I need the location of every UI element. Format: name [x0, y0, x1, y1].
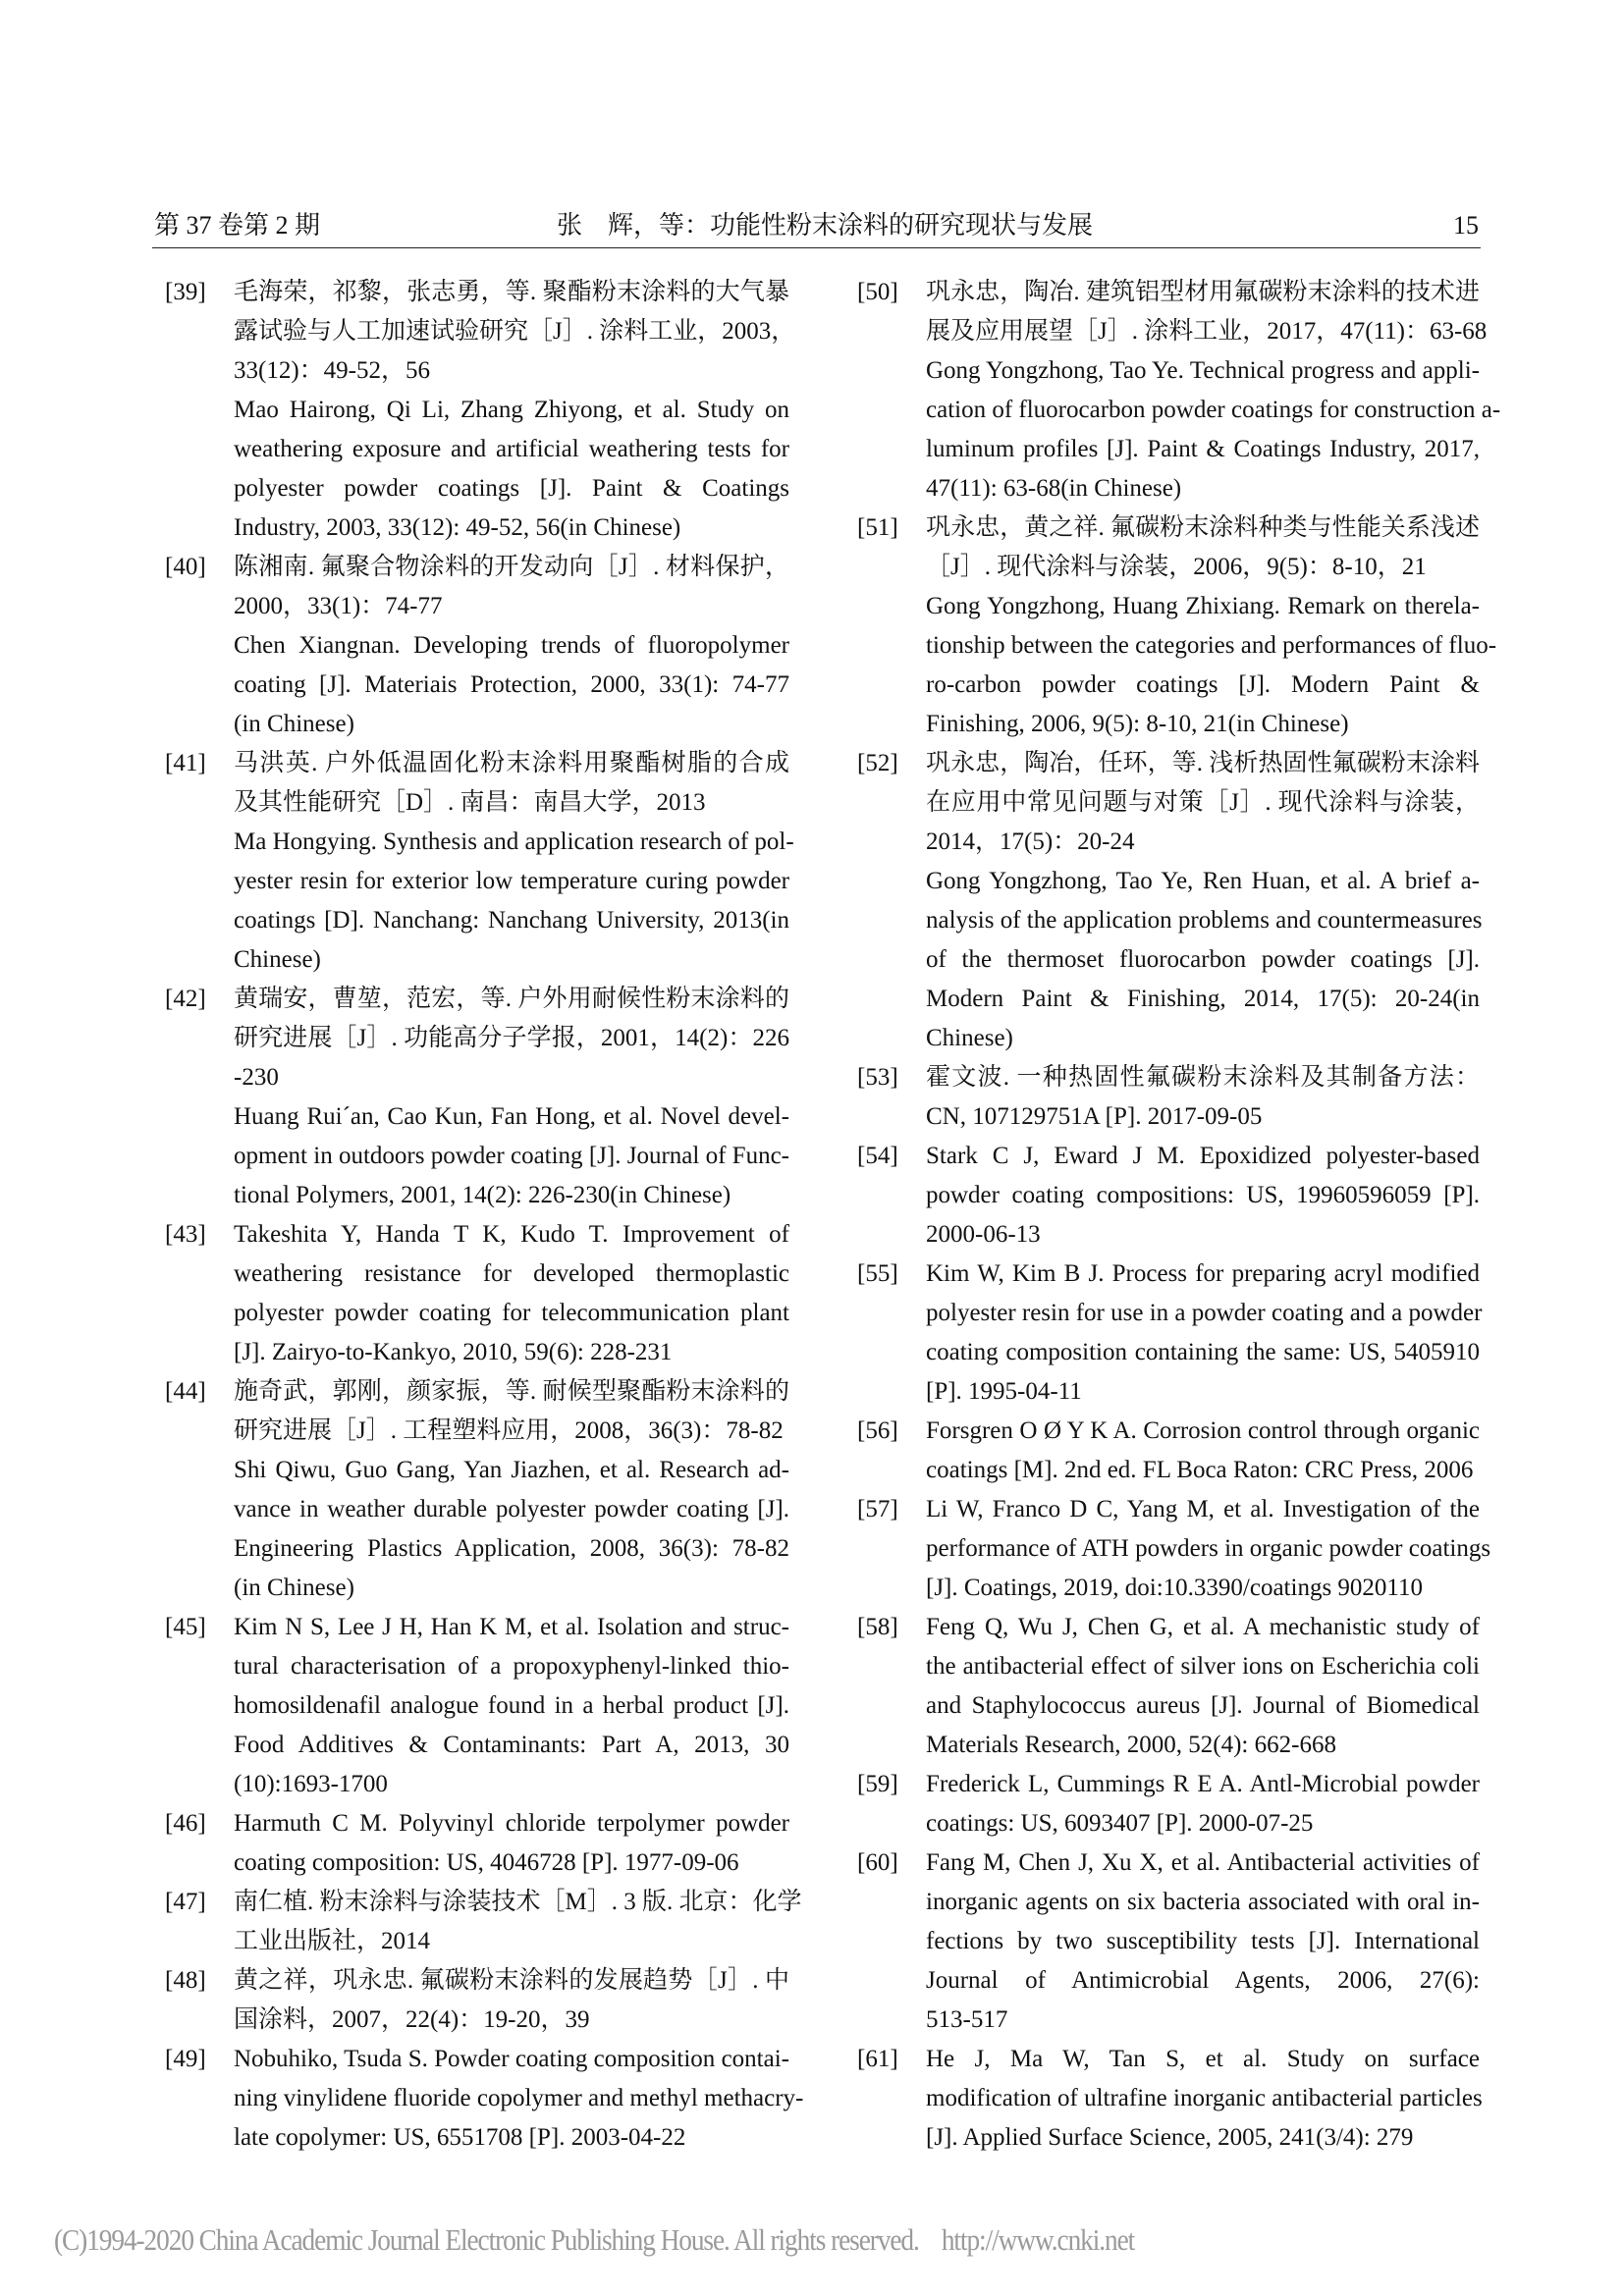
- reference-number: [47]: [165, 1889, 206, 1915]
- reference-text-line: coatings: US, 6093407 [P]. 2000-07-25: [926, 1810, 1314, 1837]
- reference-text-line: vance in weather durable polyester powder coating [J].: [234, 1496, 789, 1522]
- reference-entry: [165, 1372, 789, 1608]
- reference-entry: [857, 1412, 1480, 1490]
- reference-text-line: (in Chinese): [234, 1575, 354, 1601]
- reference-text-line: 马洪英. 户外低温固化粉末涂料用聚酯树脂的合成: [234, 750, 789, 776]
- reference-text-line: tural characterisation of a propoxyphenyl-linked thio-: [234, 1653, 789, 1680]
- reference-text-line: and Staphylococcus aureus [J]. Journal of Biomedical: [926, 1692, 1480, 1719]
- reference-entry: [165, 980, 789, 1215]
- reference-entry: [857, 508, 1497, 744]
- reference-text-line: ro-carbon powder coatings [J]. Modern Paint &: [926, 671, 1480, 698]
- reference-text-line: yester resin for exterior low temperature curing powder: [234, 868, 789, 894]
- reference-text-line: coating composition: US, 4046728 [P]. 1977-09-06: [234, 1849, 739, 1876]
- reference-entry: [165, 1608, 789, 1804]
- reference-number: [57]: [857, 1496, 898, 1522]
- reference-text-line: cation of fluorocarbon powder coatings for construction a-: [926, 397, 1501, 423]
- reference-number: [49]: [165, 2046, 206, 2072]
- reference-text-line: the antibacterial effect of silver ions on Escherichia coli: [926, 1653, 1480, 1680]
- reference-entry: [165, 2040, 804, 2158]
- reference-text-line: 陈湘南. 氟聚合物涂料的开发动向［J］. 材料保护，: [234, 554, 789, 580]
- journal-issue: 第 37 卷第 2 期: [154, 211, 321, 240]
- reference-text-line: coating [J]. Materiais Protection, 2000, 33(1): 74-77: [234, 671, 789, 698]
- reference-number: [51]: [857, 514, 898, 541]
- reference-entry: [857, 1765, 1480, 1843]
- reference-text-line: [J]. Applied Surface Science, 2005, 241(3/4): 279: [926, 2124, 1414, 2151]
- reference-text-line: coating composition containing the same: US, 5405910: [926, 1339, 1480, 1365]
- reference-text-line: Food Additives & Contaminants: Part A, 2013, 30: [234, 1732, 789, 1758]
- reference-entry: [857, 1843, 1480, 2040]
- reference-text-line: 研究进展［J］. 工程塑料应用，2008，36(3)：78-82: [234, 1417, 784, 1444]
- reference-text-line: Gong Yongzhong, Huang Zhixiang. Remark on therela-: [926, 593, 1480, 619]
- reference-text-line: 及其性能研究［D］. 南昌：南昌大学，2013: [234, 789, 706, 816]
- reference-text-line: Kim N S, Lee J H, Han K M, et al. Isolation and struc-: [234, 1614, 789, 1640]
- reference-entry: [165, 1215, 789, 1372]
- reference-text-line: powder coating compositions: US, 19960596059 [P].: [926, 1182, 1480, 1208]
- reference-text-line: 2000-06-13: [926, 1221, 1041, 1248]
- reference-entry: [857, 1490, 1491, 1608]
- reference-text-line: Stark C J, Eward J M. Epoxidized polyester-based: [926, 1143, 1480, 1169]
- reference-entry: [165, 273, 796, 548]
- reference-text-line: Journal of Antimicrobial Agents, 2006, 27(6):: [926, 1967, 1480, 1994]
- reference-text-line: weathering exposure and artificial weathering tests for: [234, 436, 789, 462]
- reference-text-line: He J, Ma W, Tan S, et al. Study on surface: [926, 2046, 1480, 2072]
- reference-text-line: 在应用中常见问题与对策［J］. 现代涂料与涂装，: [926, 789, 1480, 816]
- reference-text-line: (in Chinese): [234, 711, 354, 737]
- reference-text-line: Frederick L, Cummings R E A. Antl-Microbial powder: [926, 1771, 1480, 1797]
- reference-number: [53]: [857, 1064, 898, 1091]
- reference-text-line: nalysis of the application problems and countermeasures: [926, 907, 1483, 934]
- reference-number: [43]: [165, 1221, 206, 1248]
- reference-text-line: Engineering Plastics Application, 2008, 36(3): 78-82: [234, 1535, 789, 1562]
- reference-text-line: Li W, Franco D C, Yang M, et al. Investigation of the: [926, 1496, 1480, 1522]
- header-divider: [152, 247, 1481, 248]
- reference-text-line: fections by two susceptibility tests [J]. International: [926, 1928, 1480, 1954]
- reference-text-line: 巩永忠，陶冶，任环，等. 浅析热固性氟碳粉末涂料: [926, 750, 1480, 776]
- reference-text-line: performance of ATH powders in organic powder coatings: [926, 1535, 1491, 1562]
- reference-text-line: Chinese): [234, 946, 321, 973]
- reference-entry: [165, 1804, 789, 1883]
- reference-entry: [857, 1255, 1483, 1412]
- reference-number: [56]: [857, 1417, 898, 1444]
- reference-entry: [857, 1608, 1480, 1765]
- reference-text-line: modification of ultrafine inorganic antibacterial particles: [926, 2085, 1483, 2111]
- reference-text-line: tionship between the categories and performances of fluo-: [926, 632, 1497, 659]
- reference-entry: [165, 1883, 802, 1961]
- reference-text-line: 霍文波. 一种热固性氟碳粉末涂料及其制备方法：: [926, 1064, 1480, 1091]
- running-title: 张 辉，等：功能性粉末涂料的研究现状与发展: [556, 211, 1093, 240]
- reference-text-line: 研究进展［J］. 功能高分子学报，2001，14(2)：226: [234, 1025, 789, 1051]
- reference-text-line: Forsgren O Ø Y K A. Corrosion control through organic: [926, 1417, 1480, 1444]
- reference-text-line: coatings [D]. Nanchang: Nanchang University, 2013(in: [234, 907, 789, 934]
- reference-text-line: 黄瑞安，曹堃，范宏，等. 户外用耐候性粉末涂料的: [234, 986, 789, 1012]
- reference-text-line: inorganic agents on six bacteria associated with oral in-: [926, 1889, 1480, 1915]
- reference-number: [52]: [857, 750, 898, 776]
- reference-text-line: polyester powder coating for telecommunication plant: [234, 1300, 789, 1326]
- reference-text-line: opment in outdoors powder coating [J]. Journal of Func-: [234, 1143, 789, 1169]
- reference-text-line: -230: [234, 1064, 279, 1091]
- reference-text-line: [P]. 1995-04-11: [926, 1378, 1082, 1405]
- reference-number: [59]: [857, 1771, 898, 1797]
- reference-number: [55]: [857, 1260, 898, 1287]
- reference-text-line: Chinese): [926, 1025, 1013, 1051]
- reference-text-line: luminum profiles [J]. Paint & Coatings Industry, 2017,: [926, 436, 1480, 462]
- reference-text-line: 工业出版社，2014: [234, 1928, 431, 1954]
- reference-number: [61]: [857, 2046, 898, 2072]
- reference-entry: [857, 744, 1483, 1058]
- reference-text-line: ［J］. 现代涂料与涂装，2006，9(5)：8-10，21: [926, 554, 1427, 580]
- reference-text-line: 毛海荣，祁黎，张志勇，等. 聚酯粉末涂料的大气暴: [234, 279, 789, 305]
- reference-text-line: Takeshita Y, Handa T K, Kudo T. Improvement of: [234, 1221, 789, 1248]
- reference-text-line: tional Polymers, 2001, 14(2): 226-230(in Chinese): [234, 1182, 731, 1208]
- reference-text-line: 47(11): 63-68(in Chinese): [926, 475, 1182, 502]
- reference-text-line: of the thermoset fluorocarbon powder coatings [J].: [926, 946, 1480, 973]
- reference-text-line: Modern Paint & Finishing, 2014, 17(5): 20-24(in: [926, 986, 1480, 1012]
- reference-text-line: Mao Hairong, Qi Li, Zhang Zhiyong, et al. Study on: [234, 397, 789, 423]
- reference-text-line: Harmuth C M. Polyvinyl chloride terpolymer powder: [234, 1810, 789, 1837]
- reference-number: [41]: [165, 750, 206, 776]
- page-number: 15: [1453, 211, 1479, 240]
- references-left-column: [165, 273, 804, 2158]
- reference-entry: [857, 1137, 1480, 1255]
- reference-text-line: Huang Rui´an, Cao Kun, Fan Hong, et al. Novel devel-: [234, 1103, 789, 1130]
- reference-text-line: CN, 107129751A [P]. 2017-09-05: [926, 1103, 1263, 1130]
- reference-text-line: polyester resin for use in a powder coating and a powder: [926, 1300, 1483, 1326]
- reference-number: [45]: [165, 1614, 206, 1640]
- reference-text-line: 黄之祥，巩永忠. 氟碳粉末涂料的发展趋势［J］. 中: [234, 1967, 789, 1994]
- reference-entry: [857, 2040, 1483, 2158]
- reference-entry: [165, 1961, 789, 2040]
- reference-entry: [857, 273, 1501, 508]
- reference-text-line: 513-517: [926, 2006, 1008, 2033]
- reference-text-line: Chen Xiangnan. Developing trends of fluoropolymer: [234, 632, 789, 659]
- reference-text-line: [J]. Zairyo-to-Kankyo, 2010, 59(6): 228-231: [234, 1339, 673, 1365]
- reference-text-line: Nobuhiko, Tsuda S. Powder coating composition contai-: [234, 2046, 789, 2072]
- reference-text-line: 2000，33(1)：74-77: [234, 593, 443, 619]
- reference-entry: [165, 548, 789, 744]
- reference-number: [60]: [857, 1849, 898, 1876]
- reference-number: [48]: [165, 1967, 206, 1994]
- reference-text-line: 南仁植. 粉末涂料与涂装技术［M］. 3 版. 北京：化学: [234, 1889, 802, 1915]
- reference-number: [54]: [857, 1143, 898, 1169]
- reference-text-line: (10):1693-1700: [234, 1771, 388, 1797]
- reference-number: [50]: [857, 279, 898, 305]
- reference-text-line: Materials Research, 2000, 52(4): 662-668: [926, 1732, 1336, 1758]
- reference-number: [39]: [165, 279, 206, 305]
- reference-number: [40]: [165, 554, 206, 580]
- reference-text-line: 巩永忠，黄之祥. 氟碳粉末涂料种类与性能关系浅述: [926, 514, 1480, 541]
- reference-text-line: Gong Yongzhong, Tao Ye, Ren Huan, et al. A brief a-: [926, 868, 1480, 894]
- reference-text-line: Ma Hongying. Synthesis and application research of pol-: [234, 828, 794, 855]
- reference-text-line: Finishing, 2006, 9(5): 8-10, 21(in Chinese): [926, 711, 1349, 737]
- reference-text-line: homosildenafil analogue found in a herbal product [J].: [234, 1692, 789, 1719]
- reference-number: [46]: [165, 1810, 206, 1837]
- reference-text-line: 33(12)：49-52，56: [234, 357, 430, 384]
- reference-text-line: 2014，17(5)：20-24: [926, 828, 1135, 855]
- reference-text-line: Industry, 2003, 33(12): 49-52, 56(in Chinese): [234, 514, 681, 541]
- reference-text-line: polyester powder coatings [J]. Paint & Coatings: [234, 475, 789, 502]
- reference-number: [42]: [165, 986, 206, 1012]
- references-right-column: [857, 273, 1501, 2158]
- reference-entry: [165, 744, 794, 980]
- reference-text-line: weathering resistance for developed thermoplastic: [234, 1260, 789, 1287]
- reference-text-line: Gong Yongzhong, Tao Ye. Technical progress and appli-: [926, 357, 1480, 384]
- reference-text-line: Fang M, Chen J, Xu X, et al. Antibacterial activities of: [926, 1849, 1480, 1876]
- reference-text-line: ning vinylidene fluoride copolymer and methyl methacry-: [234, 2085, 804, 2111]
- reference-text-line: 展及应用展望［J］. 涂料工业，2017，47(11)：63-68: [926, 318, 1488, 345]
- reference-text-line: Shi Qiwu, Guo Gang, Yan Jiazhen, et al. Research ad-: [234, 1457, 789, 1483]
- reference-text-line: Feng Q, Wu J, Chen G, et al. A mechanistic study of: [926, 1614, 1480, 1640]
- reference-number: [58]: [857, 1614, 898, 1640]
- reference-text-line: late copolymer: US, 6551708 [P]. 2003-04-22: [234, 2124, 686, 2151]
- copyright-footer: (C)1994-2020 China Academic Journal Electronic Publishing House. All rights reserved. http://www.cnki.net: [54, 2222, 1135, 2257]
- reference-entry: [857, 1058, 1480, 1137]
- reference-text-line: coatings [M]. 2nd ed. FL Boca Raton: CRC Press, 2006: [926, 1457, 1474, 1483]
- reference-text-line: Kim W, Kim B J. Process for preparing acryl modified: [926, 1260, 1480, 1287]
- reference-text-line: 露试验与人工加速试验研究［J］. 涂料工业，2003，: [234, 318, 796, 345]
- reference-number: [44]: [165, 1378, 206, 1405]
- reference-text-line: [J]. Coatings, 2019, doi:10.3390/coatings 9020110: [926, 1575, 1423, 1601]
- reference-text-line: 国涂料，2007，22(4)：19-20，39: [234, 2006, 590, 2033]
- reference-text-line: 施奇武，郭刚，颜家振，等. 耐候型聚酯粉末涂料的: [234, 1378, 789, 1405]
- reference-text-line: 巩永忠，陶冶. 建筑铝型材用氟碳粉末涂料的技术进: [926, 279, 1480, 305]
